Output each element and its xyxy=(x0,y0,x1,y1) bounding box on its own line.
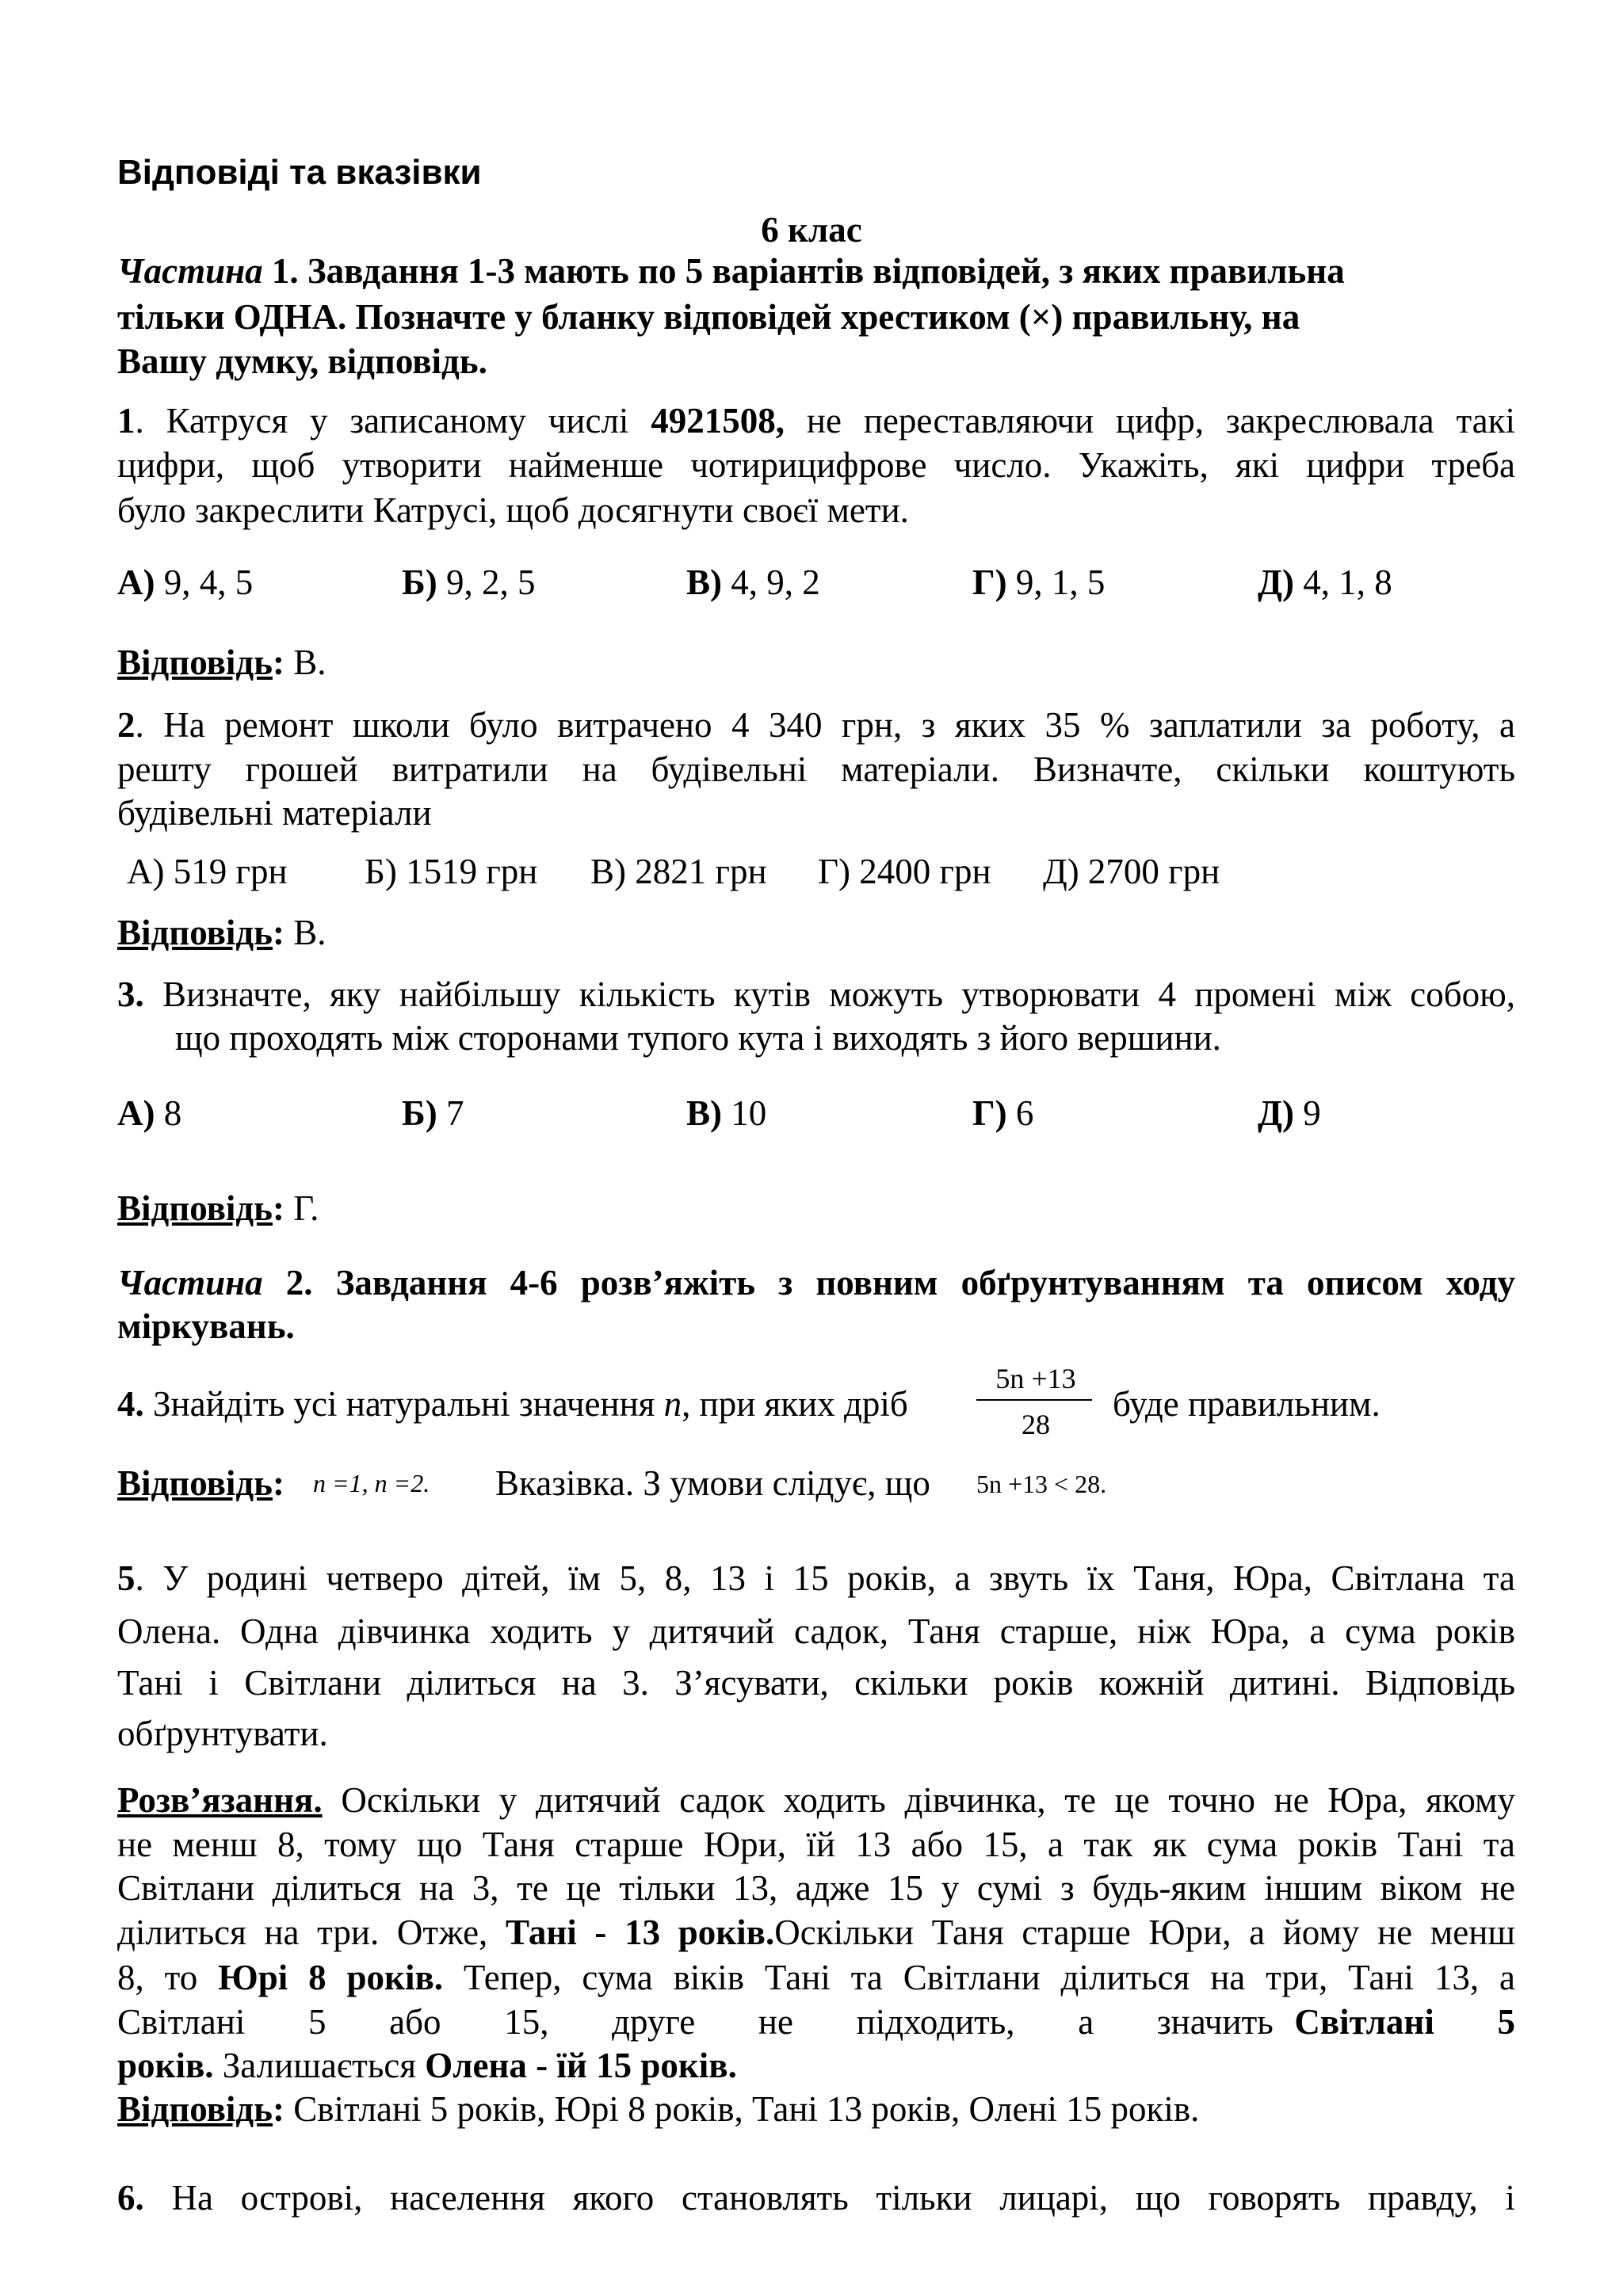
q1-option-b: Б) 9, 2, 5 xyxy=(402,563,536,602)
grade-heading: 6 клас xyxy=(761,210,862,250)
part2-intro-line1: Частина 2. Завдання 4-6 розв’яжіть з повним обґрунтуванням та описом ходу xyxy=(117,1263,1515,1302)
q6-line1: 6. На острові, населення якого становлять тільки лицарі, що говорять правду, і xyxy=(117,2178,1515,2218)
q1-answer: Відповідь: В. xyxy=(117,643,327,682)
q4-hint-math: 5n +13 < 28. xyxy=(976,1470,1107,1498)
q1-line3: було закреслити Катрусі, щоб досягнути своєї мети. xyxy=(117,490,909,530)
q1-line1: 1. Катруся у записаному числі 4921508, не переставляючи цифр, закреслювала такі xyxy=(117,401,1515,441)
q1-line2: цифри, щоб утворити найменше чотирицифрове число. Укажіть, які цифри треба xyxy=(117,445,1515,485)
part1-intro-line2: тільки ОДНА. Позначте у бланку відповідей хрестиком (×) правильну, на xyxy=(117,297,1300,337)
q5-solution-line4: ділиться на три. Отже, Тані - 13 років.Оскільки Таня старше Юри, а йому не менш xyxy=(117,1913,1515,1952)
q3-line2: що проходять між сторонами тупого кута і виходять з його вершини. xyxy=(175,1018,1221,1058)
q2-line3: будівельні матеріали xyxy=(117,793,432,833)
q4-question-end: буде правильним. xyxy=(1113,1384,1381,1424)
q5-answer: Відповідь: Світлані 5 років, Юрі 8 років, Тані 13 років, Олені 15 років. xyxy=(117,2089,1200,2129)
q1-option-d: Г) 9, 1, 5 xyxy=(972,563,1106,602)
part1-intro-line1: Частина 1. Завдання 1-3 мають по 5 варіантів відповідей, з яких правильна xyxy=(117,251,1345,291)
q5-solution-line2: не менш 8, тому що Таня старше Юри, їй 13 або 15, а так як сума років Тані та xyxy=(117,1825,1515,1864)
q2-option-c: В) 2821 грн xyxy=(590,852,767,891)
q4-hint: Вказівка. З умови слідує, що xyxy=(495,1463,930,1503)
q4-question: 4. Знайдіть усі натуральні значення n, при яких дріб xyxy=(117,1384,908,1424)
q5-solution-line7: років. Залишається Олена - їй 15 років. xyxy=(117,2046,737,2085)
q5-solution-line6: Світлані 5 або 15, друге не підходить, а значить Світлані 5 xyxy=(117,2002,1515,2042)
q4-fraction-bar xyxy=(976,1399,1092,1401)
q3-answer: Відповідь: Г. xyxy=(117,1188,319,1228)
part2-intro-line2: міркувань. xyxy=(117,1306,295,1346)
q5-solution-line5: 8, то Юрі 8 років. Тепер, сума віків Тані та Світлани ділиться на три, Тані 13, а xyxy=(117,1958,1515,1997)
q3-option-d: Г) 6 xyxy=(972,1093,1034,1133)
q4-answer-math: n =1, n =2. xyxy=(313,1469,430,1497)
q3-option-c: В) 10 xyxy=(686,1093,767,1133)
q2-option-d: Г) 2400 грн xyxy=(818,852,991,891)
q2-option-b: Б) 1519 грн xyxy=(365,852,538,891)
page-title: Відповіді та вказівки xyxy=(117,153,482,192)
q5-line4: обґрунтувати. xyxy=(117,1714,328,1753)
q2-line2: решту грошей витратили на будівельні матеріали. Визначте, скільки коштують xyxy=(117,749,1515,789)
q5-line3: Тані і Світлани ділиться на 3. З’ясувати, скільки років кожній дитині. Відповідь xyxy=(117,1663,1515,1703)
q5-solution-line3: Світлани ділиться на 3, те це тільки 13, адже 15 у сумі з будь-яким іншим віком не xyxy=(117,1868,1515,1908)
q3-option-b: Б) 7 xyxy=(402,1093,464,1133)
q4-answer-label: Відповідь: xyxy=(117,1463,285,1503)
q1-option-e: Д) 4, 1, 8 xyxy=(1258,563,1392,602)
q2-line1: 2. На ремонт школи було витрачено 4 340 грн, з яких 35 % заплатили за роботу, а xyxy=(117,705,1515,745)
part1-intro-line3: Вашу думку, відповідь. xyxy=(117,341,487,381)
q4-fraction-numerator: 5n +13 xyxy=(995,1363,1076,1394)
q3-option-e: Д) 9 xyxy=(1258,1093,1321,1133)
q3-line1: 3. Визначте, яку найбільшу кількість кутів можуть утворювати 4 промені між собою, xyxy=(117,974,1515,1014)
q5-solution-line1: Розв’язання. Оскільки у дитячий садок ходить дівчинка, те це точно не Юра, якому xyxy=(117,1780,1515,1820)
q5-line1: 5. У родині четверо дітей, їм 5, 8, 13 і 15 років, а звуть їх Таня, Юра, Світлана та xyxy=(117,1558,1515,1598)
q2-option-a: А) 519 грн xyxy=(127,852,288,891)
q4-fraction-denominator: 28 xyxy=(1022,1409,1050,1440)
q2-answer: Відповідь: В. xyxy=(117,913,327,952)
q3-option-a: А) 8 xyxy=(117,1093,182,1133)
q1-option-c: В) 4, 9, 2 xyxy=(686,563,820,602)
q5-line2: Олена. Одна дівчинка ходить у дитячий садок, Таня старше, ніж Юра, а сума років xyxy=(117,1611,1515,1651)
q1-option-a: А) 9, 4, 5 xyxy=(117,563,254,602)
q2-option-e: Д) 2700 грн xyxy=(1043,852,1220,891)
